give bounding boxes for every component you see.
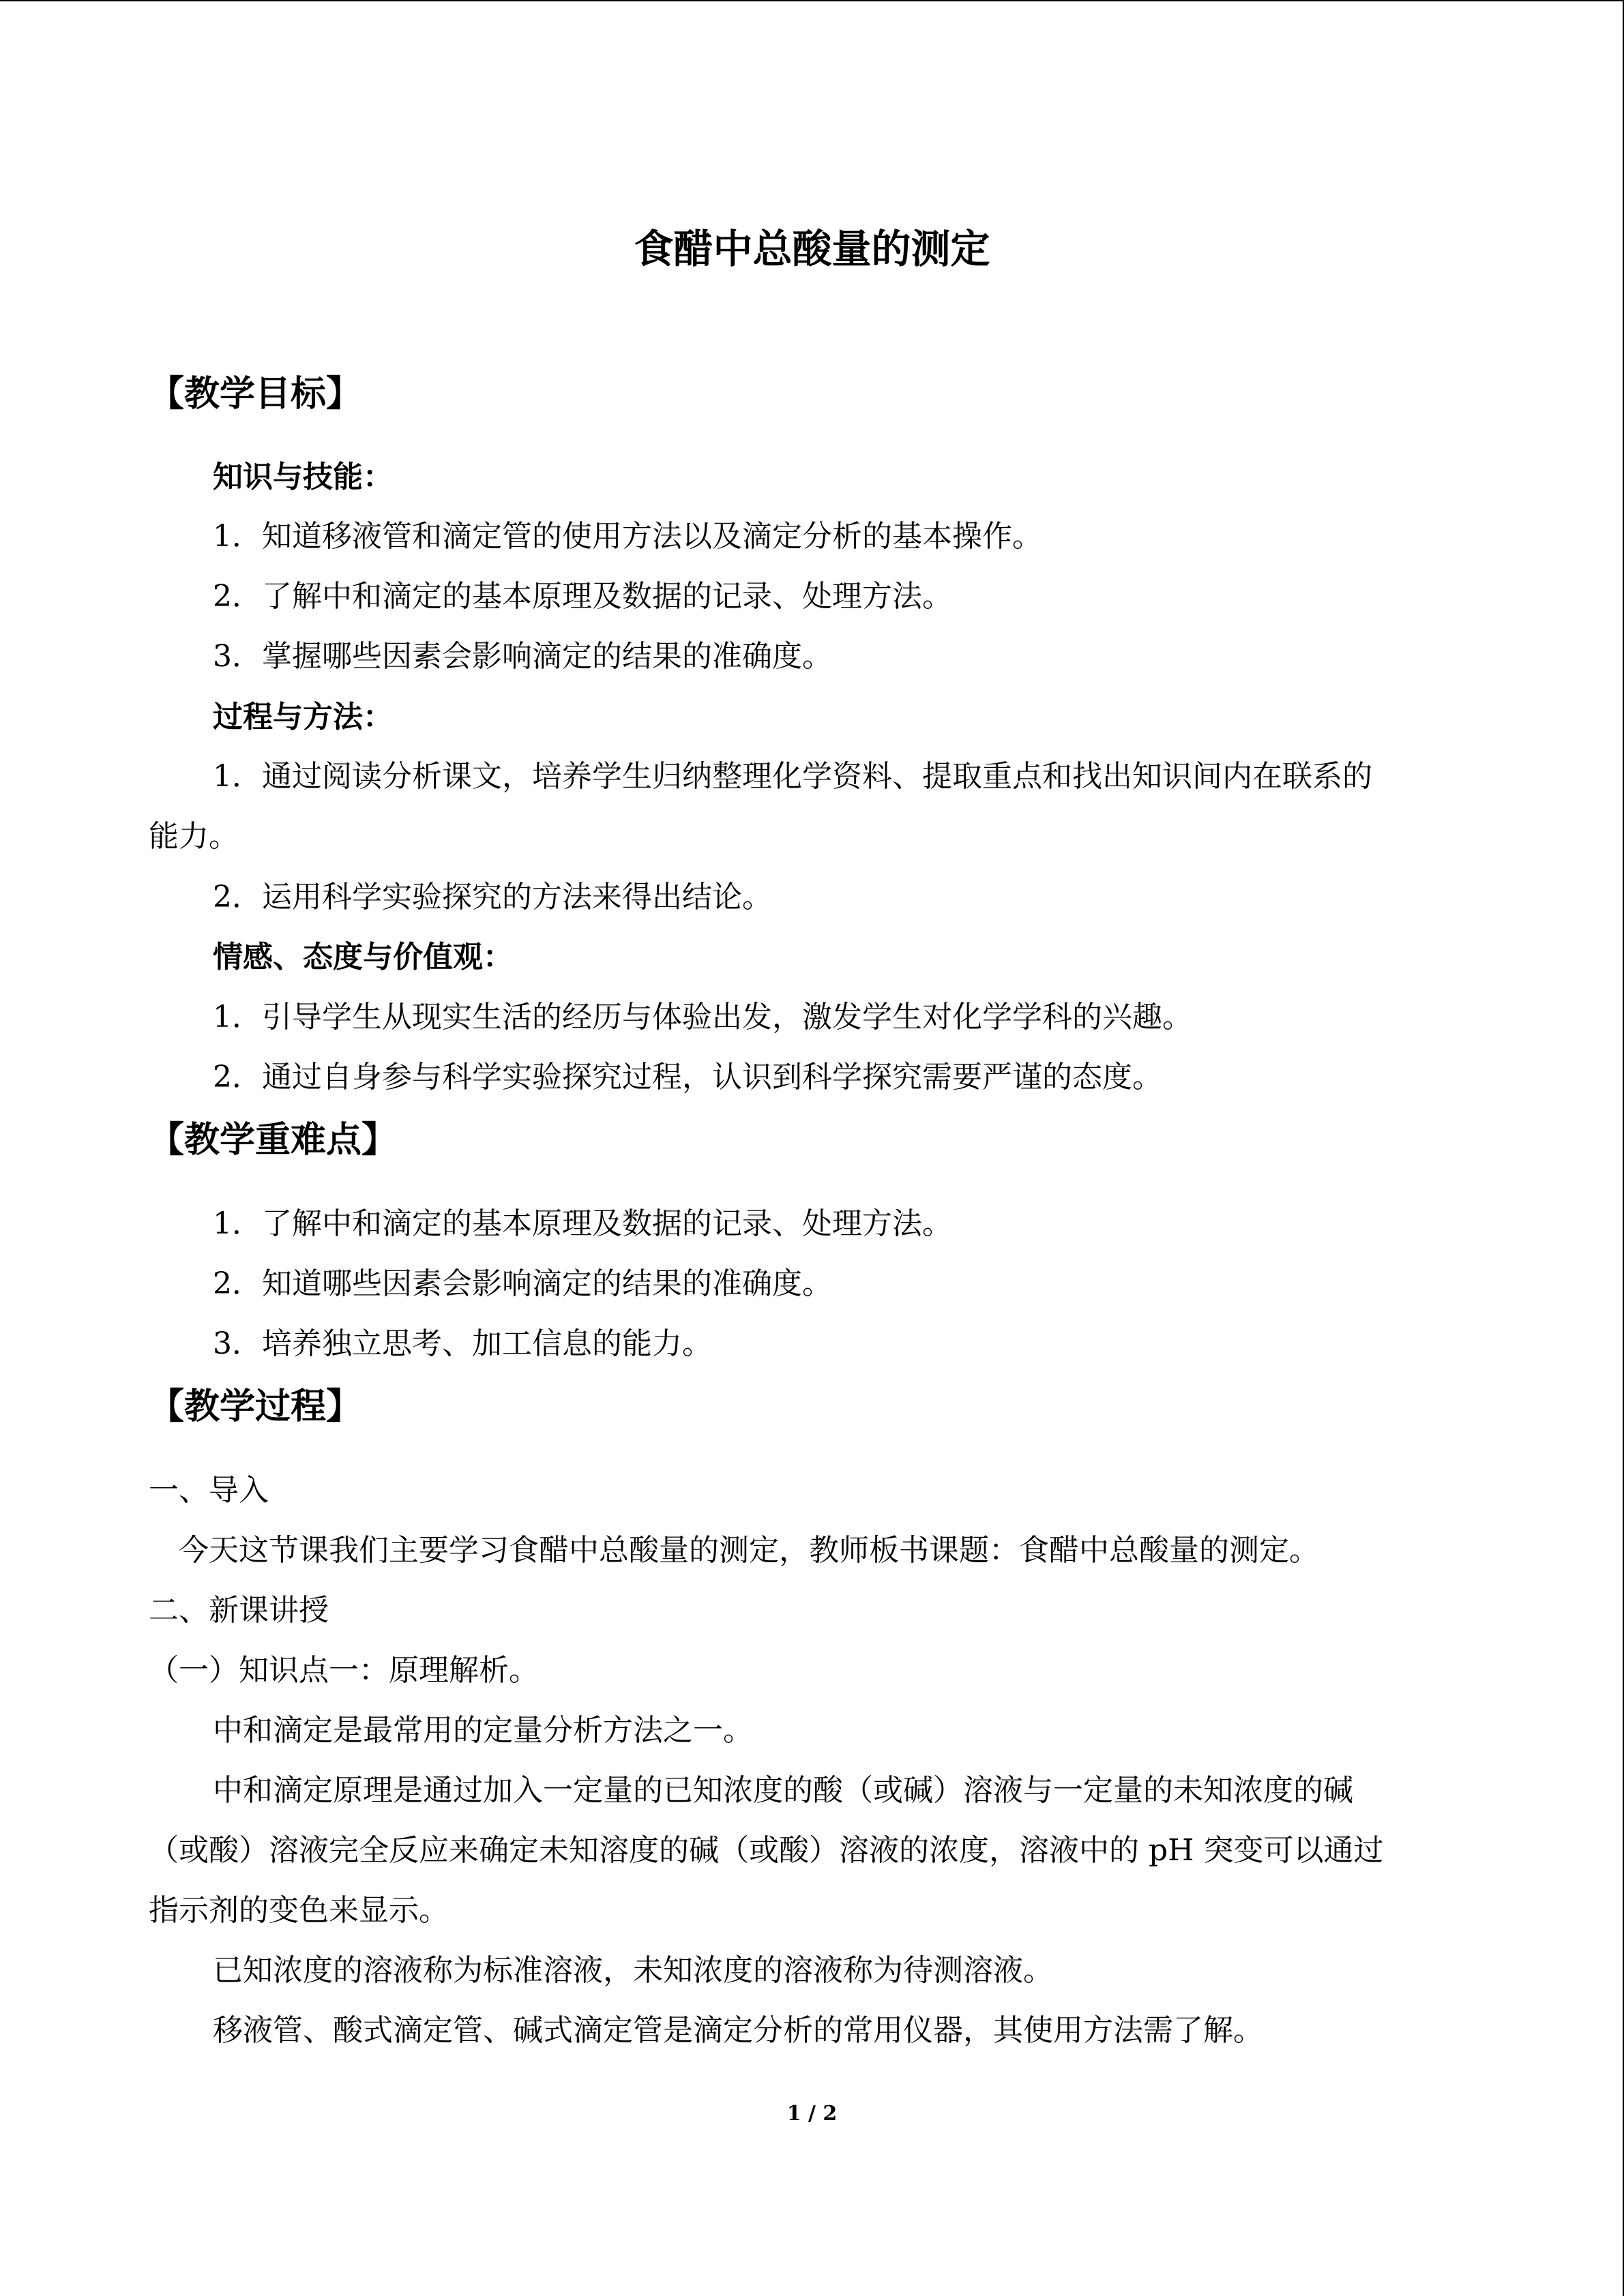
paragraph-3: 已知浓度的溶液称为标准溶液，未知浓度的溶液称为待测溶液。 — [213, 1953, 1053, 1988]
new-lesson-label: 二、新课讲授 — [149, 1593, 329, 1628]
paragraph-4: 移液管、酸式滴定管、碱式滴定管是滴定分析的常用仪器，其使用方法需了解。 — [213, 2013, 1263, 2048]
objectives-heading: 【教学目标】 — [149, 373, 362, 415]
knowledge-item-1: 1．知道移液管和滴定管的使用方法以及滴定分析的基本操作。 — [213, 519, 1042, 554]
keypoint-item-2: 2．知道哪些因素会影响滴定的结果的准确度。 — [213, 1266, 832, 1301]
page-number: 1 / 2 — [786, 2102, 838, 2126]
page-top-border — [0, 0, 1623, 1]
keypoints-heading: 【教学重难点】 — [149, 1119, 398, 1161]
process-item-1-line-2: 能力。 — [149, 819, 239, 854]
knowledge-item-3: 3．掌握哪些因素会影响滴定的结果的准确度。 — [213, 639, 832, 674]
knowledge-item-2: 2．了解中和滴定的基本原理及数据的记录、处理方法。 — [213, 579, 952, 614]
keypoint-item-1: 1．了解中和滴定的基本原理及数据的记录、处理方法。 — [213, 1206, 952, 1241]
emotion-item-2: 2．通过自身参与科学实验探究过程，认识到科学探究需要严谨的态度。 — [213, 1060, 1162, 1094]
process-item-1-line-1: 1．通过阅读分析课文，培养学生归纳整理化学资料、提取重点和找出知识间内在联系的 — [213, 759, 1372, 794]
intro-text: 今天这节课我们主要学习食醋中总酸量的测定，教师板书课题：食醋中总酸量的测定。 — [179, 1533, 1319, 1568]
intro-label: 一、导入 — [149, 1473, 269, 1508]
paragraph-2-line-1: 中和滴定原理是通过加入一定量的已知浓度的酸（或碱）溶液与一定量的未知浓度的碱 — [213, 1773, 1353, 1808]
process-item-2: 2．运用科学实验探究的方法来得出结论。 — [213, 880, 772, 914]
keypoint-item-3: 3．培养独立思考、加工信息的能力。 — [213, 1326, 712, 1361]
knowledge-label: 知识与技能： — [213, 460, 393, 494]
process-heading: 【教学过程】 — [149, 1386, 362, 1427]
emotion-item-1: 1．引导学生从现实生活的经历与体验出发，激发学生对化学学科的兴趣。 — [213, 1000, 1192, 1034]
point-1-label: （一）知识点一：原理解析。 — [149, 1653, 539, 1688]
paragraph-2-line-3: 指示剂的变色来显示。 — [149, 1893, 449, 1928]
process-method-label: 过程与方法： — [213, 700, 393, 734]
emotion-label: 情感、态度与价值观： — [213, 940, 513, 974]
paragraph-2-line-2: （或酸）溶液完全反应来确定未知溶度的碱（或酸）溶液的浓度，溶液中的 pH 突变可以通过 — [149, 1833, 1384, 1868]
paragraph-1: 中和滴定是最常用的定量分析方法之一。 — [213, 1713, 753, 1748]
document-title: 食醋中总酸量的测定 — [634, 226, 990, 272]
